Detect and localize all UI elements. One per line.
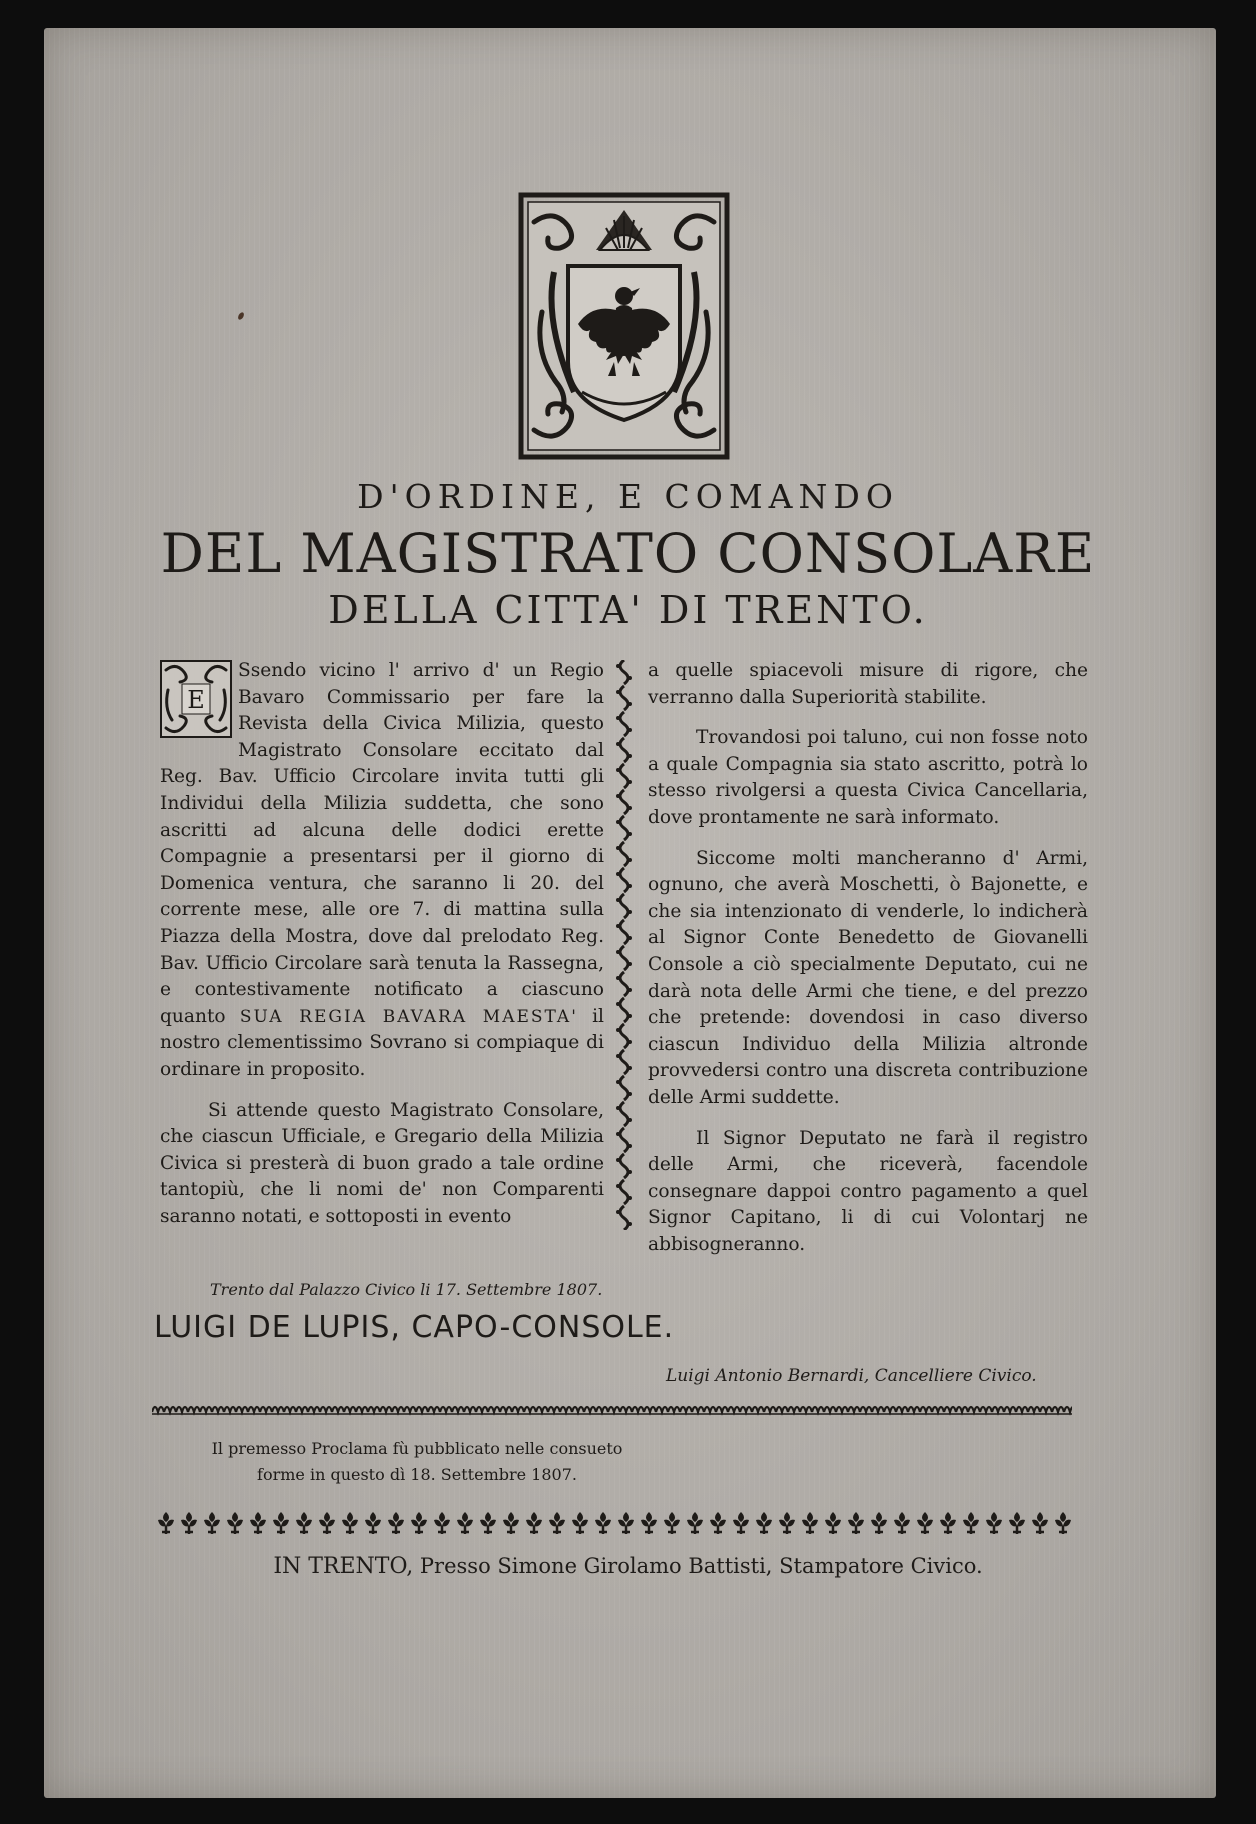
printer-imprint (0, 1554, 1256, 1579)
eagle-coat-of-arms-icon (518, 192, 730, 460)
right-paragraph-4: Il Signor Deputato ne farà il registro delle Armi, che riceverà, facendole consegnare dappoi contro pagamento a quel Signor Capitano, li di cui Volontarj ne abbisogneranno. (648, 1127, 1088, 1255)
right-paragraph-3: Siccome molti mancheranno d' Armi, ognuno, che averà Moschetti, ò Bajonette, e che sia intenzionato di venderle, lo indicherà al Signor Conte Benedetto de Giovanelli Console a ciò specialmente Deputato, cui ne darà nota delle Armi che tiene, e del prezzo che pretende: dovendosi in caso diverso ciascun Individuo della Milizia altronde provvedersi contro una discreta contribuzione delle Armi suddette. (648, 847, 1088, 1108)
signature-capo-console: LUIGI DE LUPIS, CAPO-CONSOLE. (154, 1310, 675, 1345)
left-column (160, 658, 604, 1244)
left-paragraph-2: Si attende questo Magistrato Consolare, che ciascun Ufficiale, e Gregario della Milizia Civica si presterà di buon grado a tale ordine tantopiù, che li nomi de' non Comparenti saranno notati, e sottoposti in evento (160, 1099, 604, 1227)
left-paragraph-1-text: Ssendo vicino l' arrivo d' un Regio Bavaro Commissario per fare la Revista della Civica Milizia, questo Magistrato Consolare eccitato dal Reg. Bav. Ufficio Circolare invita tutti gli Individui della Milizia suddetta, che sono ascritti ad alcuna delle dodici erette Compagnie a presentarsi per il giorno di Domenica ventura, che saranno li 20. del corrente mese, alle ore 7. di mattina sulla Piazza della Mostra, dove dal prelodato Reg. Bav. Ufficio Circolare sarà tenuta la Rassegna, e contestivamente notificato a ciascuno quanto (160, 660, 604, 1027)
heading-order-line: D'ORDINE, E COMANDO (357, 477, 899, 516)
fleuron-rule (152, 1510, 1072, 1536)
vertical-ornament-divider (612, 660, 636, 1230)
dropcap-letter: E (187, 686, 205, 714)
proclamation-line-2: forme in questo dì 18. Settembre 1807. (257, 1465, 577, 1484)
dropcap-ornament-icon (160, 660, 232, 738)
signature-chancellor: Luigi Antonio Bernardi, Cancelliere Civico. (666, 1366, 1037, 1386)
printer-name: Presso Simone Girolamo Battisti, Stampatore Civico. (419, 1554, 983, 1578)
left-paragraph-1-tail: il nostro clementissimo Sovrano si compiaque di ordinare in proposito. (160, 1005, 604, 1080)
right-column (648, 658, 1088, 1272)
right-paragraph-2: Trovandosi poi taluno, cui non fosse noto a quale Compagnia sia stato ascritto, potrà lo stesso rivolgersi a questa Civica Cancellaria, dove prontamente ne sarà informato. (648, 727, 1088, 828)
printer-city: IN TRENTO, (273, 1554, 414, 1579)
left-paragraph-1 (160, 658, 604, 1084)
proclamation-line-1: Il premesso Proclama fù pubblicato nelle consueto (211, 1439, 623, 1458)
proclamation-note (182, 1436, 652, 1488)
dateline: Trento dal Palazzo Civico li 17. Settembre 1807. (210, 1280, 603, 1299)
right-paragraph-1: a quelle spiacevoli misure di rigore, che verranno dalla Superiorità stabilite. (648, 660, 1088, 708)
sovereign-title: SUA REGIA BAVARA MAESTA' (239, 1006, 578, 1027)
heading-magistrate: DEL MAGISTRATO CONSOLARE (160, 522, 1096, 585)
heading-city: DELLA CITTA' DI TRENTO. (328, 588, 928, 632)
ornamental-rule (152, 1400, 1072, 1416)
